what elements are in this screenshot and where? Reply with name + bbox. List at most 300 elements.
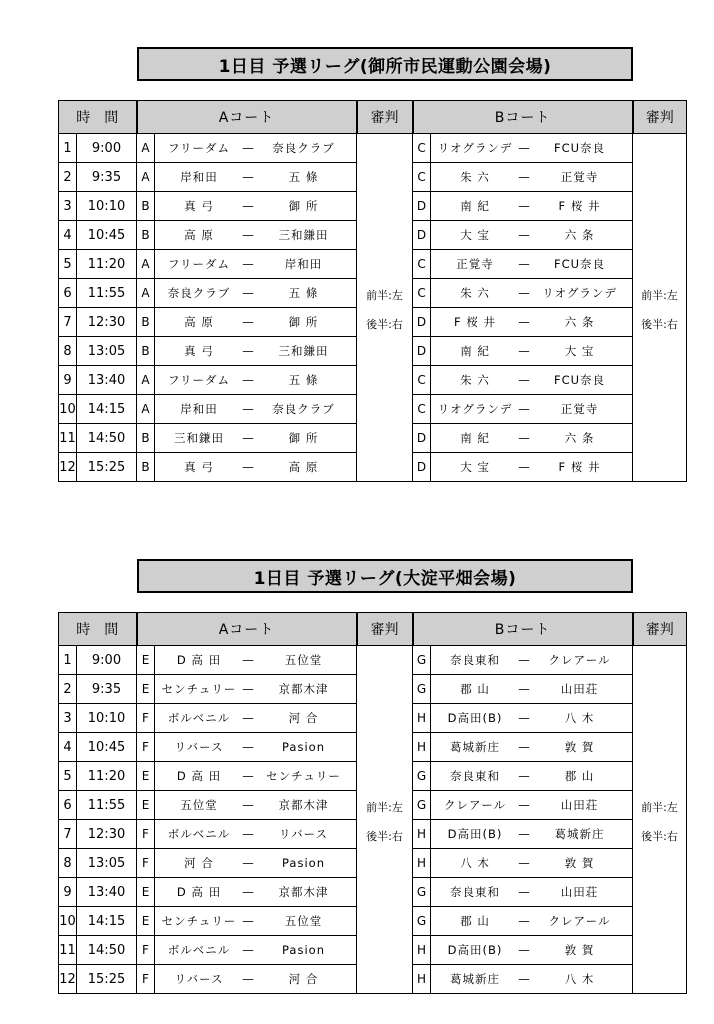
court-b-match: [431, 221, 633, 250]
kickoff-time: 9:35: [77, 675, 137, 704]
table-row: [59, 646, 687, 675]
court-a-team-1: D 高 田: [176, 769, 222, 783]
court-a-team-1: 真 弓: [184, 344, 214, 358]
court-b-team-1: 朱 六: [460, 373, 490, 387]
kickoff-time: 11:20: [77, 762, 137, 791]
match-number: 3: [59, 192, 77, 221]
court-a-team-2: 五 條: [288, 373, 319, 387]
court-b-team-2: 正覚寺: [560, 170, 599, 184]
court-a-match: [155, 762, 357, 791]
court-b-match: [431, 192, 633, 221]
court-a-team-2: 奈良クラブ: [272, 141, 335, 155]
versus-dash: —: [242, 740, 254, 754]
match-number: 1: [59, 134, 77, 163]
court-b-team-2: 大 宝: [564, 344, 595, 358]
match-number: 6: [59, 791, 77, 820]
match-number: 2: [59, 163, 77, 192]
court-b-match: [431, 134, 633, 163]
court-a-match: [155, 308, 357, 337]
court-b-match: [431, 646, 633, 675]
court-b-match: [431, 453, 633, 482]
match-number: 9: [59, 878, 77, 907]
court-a-team-1: 真 弓: [184, 460, 214, 474]
court-b-match: [431, 936, 633, 965]
versus-dash: —: [242, 402, 254, 416]
court-a-match: [155, 424, 357, 453]
kickoff-time: 9:00: [77, 134, 137, 163]
court-a-match: [155, 163, 357, 192]
court-a-team-1: D 高 田: [176, 653, 222, 667]
court-a-team-2: 御 所: [288, 315, 319, 329]
versus-dash: —: [518, 827, 530, 841]
court-a-team-1: 三和鎌田: [174, 431, 224, 445]
kickoff-time: 14:15: [77, 395, 137, 424]
court-a-team-2: 三和鎌田: [278, 228, 329, 242]
venue-2-schedule-table: [58, 612, 687, 994]
court-a-match: [155, 936, 357, 965]
court-a-header: Aコート: [137, 101, 357, 134]
versus-dash: —: [518, 344, 530, 358]
court-a-match: [155, 134, 357, 163]
court-a-match: [155, 221, 357, 250]
court-b-group: G: [413, 646, 431, 675]
court-a-team-1: D 高 田: [176, 885, 222, 899]
versus-dash: —: [518, 653, 530, 667]
court-a-team-1: 高 原: [184, 228, 214, 242]
court-a-team-1: 岸和田: [180, 402, 218, 416]
court-a-group: A: [137, 250, 155, 279]
court-b-group: H: [413, 936, 431, 965]
court-b-group: D: [413, 192, 431, 221]
court-a-group: F: [137, 849, 155, 878]
court-b-match: [431, 791, 633, 820]
versus-dash: —: [242, 315, 254, 329]
kickoff-time: 10:45: [77, 221, 137, 250]
court-b-match: [431, 733, 633, 762]
kickoff-time: 9:00: [77, 646, 137, 675]
court-b-team-2: クレアール: [548, 653, 611, 667]
court-b-team-2: FCU奈良: [553, 141, 606, 155]
court-a-team-2: 高 原: [288, 460, 319, 474]
table-row: [59, 134, 687, 163]
court-b-team-1: クレアール: [444, 798, 506, 812]
court-a-team-1: 河 合: [184, 856, 214, 870]
court-b-header: Bコート: [413, 101, 633, 134]
court-b-team-2: 八 木: [564, 711, 595, 725]
ref-note-second-half: 後半:右: [641, 830, 678, 843]
kickoff-time: 12:30: [77, 308, 137, 337]
court-b-team-2: 正覚寺: [560, 402, 599, 416]
court-a-team-1: フリーダム: [167, 257, 231, 271]
versus-dash: —: [242, 199, 254, 213]
court-a-group: A: [137, 395, 155, 424]
court-a-team-2: Pasion: [282, 740, 325, 754]
ref-b-header: 審判: [633, 613, 687, 646]
kickoff-time: 13:05: [77, 337, 137, 366]
kickoff-time: 14:50: [77, 424, 137, 453]
court-a-match: [155, 704, 357, 733]
court-a-match: [155, 250, 357, 279]
court-b-group: D: [413, 308, 431, 337]
court-b-team-1: 大 宝: [460, 460, 490, 474]
court-a-match: [155, 907, 357, 936]
court-b-team-1: 南 紀: [460, 199, 490, 213]
court-a-match: [155, 453, 357, 482]
ref-note-second-half: 後半:右: [366, 318, 403, 331]
court-a-match: [155, 366, 357, 395]
court-a-group: A: [137, 279, 155, 308]
court-b-match: [431, 907, 633, 936]
versus-dash: —: [242, 228, 254, 242]
court-b-match: [431, 337, 633, 366]
versus-dash: —: [518, 943, 530, 957]
court-a-referee-note: [357, 134, 413, 482]
court-b-group: H: [413, 733, 431, 762]
court-a-group: A: [137, 134, 155, 163]
court-a-match: [155, 192, 357, 221]
court-a-team-2: 奈良クラブ: [272, 402, 335, 416]
court-b-team-1: D高田(B): [447, 827, 503, 841]
court-a-match: [155, 965, 357, 994]
court-a-team-1: リバース: [174, 972, 224, 986]
versus-dash: —: [242, 798, 254, 812]
court-b-match: [431, 250, 633, 279]
court-b-group: H: [413, 820, 431, 849]
court-b-group: C: [413, 366, 431, 395]
court-b-match: [431, 308, 633, 337]
court-a-team-1: センチュリー: [161, 682, 237, 696]
versus-dash: —: [518, 257, 530, 271]
court-b-match: [431, 965, 633, 994]
versus-dash: —: [518, 972, 530, 986]
court-a-team-2: 河 合: [288, 711, 319, 725]
versus-dash: —: [518, 914, 530, 928]
court-b-team-1: 正覚寺: [456, 257, 494, 271]
versus-dash: —: [518, 199, 530, 213]
time-header: 時 間: [59, 101, 137, 134]
court-b-team-1: リオグランデ: [437, 402, 513, 416]
court-a-group: F: [137, 704, 155, 733]
ref-note-first-half: 前半:左: [641, 801, 678, 814]
court-b-match: [431, 820, 633, 849]
versus-dash: —: [518, 141, 530, 155]
versus-dash: —: [518, 798, 530, 812]
kickoff-time: 10:10: [77, 704, 137, 733]
court-b-match: [431, 424, 633, 453]
court-b-group: H: [413, 704, 431, 733]
kickoff-time: 11:55: [77, 791, 137, 820]
versus-dash: —: [242, 431, 254, 445]
court-a-match: [155, 395, 357, 424]
court-b-match: [431, 849, 633, 878]
court-a-header: Aコート: [137, 613, 357, 646]
court-b-team-2: 六 条: [564, 315, 595, 329]
court-b-team-2: FCU奈良: [553, 257, 606, 271]
table-header-row: [59, 613, 687, 646]
versus-dash: —: [242, 373, 254, 387]
versus-dash: —: [242, 257, 254, 271]
versus-dash: —: [242, 711, 254, 725]
court-b-group: G: [413, 907, 431, 936]
versus-dash: —: [242, 943, 254, 957]
court-a-team-1: 真 弓: [184, 199, 214, 213]
court-b-team-1: 朱 六: [460, 170, 490, 184]
court-a-team-2: 岸和田: [284, 257, 323, 271]
versus-dash: —: [242, 885, 254, 899]
match-number: 4: [59, 733, 77, 762]
versus-dash: —: [518, 711, 530, 725]
court-b-team-2: F 桜 井: [558, 460, 601, 474]
kickoff-time: 10:45: [77, 733, 137, 762]
match-number: 6: [59, 279, 77, 308]
versus-dash: —: [518, 373, 530, 387]
court-a-group: B: [137, 453, 155, 482]
court-a-match: [155, 337, 357, 366]
kickoff-time: 14:15: [77, 907, 137, 936]
court-b-team-2: 山田荘: [560, 885, 599, 899]
court-b-group: G: [413, 791, 431, 820]
match-number: 10: [59, 907, 77, 936]
court-b-group: H: [413, 965, 431, 994]
match-number: 4: [59, 221, 77, 250]
court-b-header: Bコート: [413, 613, 633, 646]
court-b-team-1: 郡 山: [460, 682, 490, 696]
court-a-team-2: 京都木津: [278, 682, 329, 696]
versus-dash: —: [242, 653, 254, 667]
court-b-team-1: 南 紀: [460, 431, 490, 445]
versus-dash: —: [242, 170, 254, 184]
kickoff-time: 12:30: [77, 820, 137, 849]
court-b-team-1: 南 紀: [460, 344, 490, 358]
court-b-group: C: [413, 250, 431, 279]
table-header-row: [59, 101, 687, 134]
versus-dash: —: [518, 682, 530, 696]
court-a-group: B: [137, 337, 155, 366]
court-b-team-2: 山田荘: [560, 798, 599, 812]
court-a-match: [155, 820, 357, 849]
court-a-team-1: ボルベニル: [167, 943, 231, 957]
kickoff-time: 10:10: [77, 192, 137, 221]
court-b-team-1: リオグランデ: [437, 141, 513, 155]
court-b-team-2: リオグランデ: [542, 286, 617, 300]
match-number: 8: [59, 849, 77, 878]
court-b-group: C: [413, 134, 431, 163]
match-number: 12: [59, 453, 77, 482]
court-b-team-1: 葛城新庄: [450, 972, 501, 986]
court-a-team-2: 河 合: [288, 972, 319, 986]
kickoff-time: 11:20: [77, 250, 137, 279]
kickoff-time: 15:25: [77, 965, 137, 994]
court-a-group: F: [137, 733, 155, 762]
court-a-group: E: [137, 791, 155, 820]
kickoff-time: 9:35: [77, 163, 137, 192]
versus-dash: —: [518, 740, 530, 754]
court-b-team-1: D高田(B): [447, 943, 503, 957]
court-b-team-2: クレアール: [548, 914, 611, 928]
versus-dash: —: [518, 856, 530, 870]
court-a-match: [155, 646, 357, 675]
court-b-team-1: 大 宝: [460, 228, 490, 242]
court-a-group: F: [137, 936, 155, 965]
court-a-match: [155, 878, 357, 907]
court-a-team-1: 奈良クラブ: [167, 286, 231, 300]
versus-dash: —: [242, 344, 254, 358]
versus-dash: —: [518, 315, 530, 329]
court-a-group: E: [137, 646, 155, 675]
court-b-team-1: 八 木: [460, 856, 490, 870]
court-b-team-1: 奈良東和: [450, 653, 501, 667]
match-number: 3: [59, 704, 77, 733]
court-a-group: B: [137, 424, 155, 453]
court-a-team-1: 五位堂: [180, 798, 218, 812]
time-header: 時 間: [59, 613, 137, 646]
court-b-team-1: 郡 山: [460, 914, 490, 928]
court-b-team-1: 葛城新庄: [450, 740, 501, 754]
court-b-team-2: 敦 賀: [564, 943, 595, 957]
court-a-team-2: 京都木津: [278, 798, 329, 812]
court-b-match: [431, 279, 633, 308]
ref-note-second-half: 後半:右: [641, 318, 678, 331]
court-a-group: B: [137, 192, 155, 221]
versus-dash: —: [518, 170, 530, 184]
court-b-match: [431, 675, 633, 704]
court-b-team-2: 敦 賀: [564, 740, 595, 754]
court-b-group: G: [413, 762, 431, 791]
court-b-group: D: [413, 221, 431, 250]
versus-dash: —: [242, 769, 254, 783]
court-a-group: E: [137, 762, 155, 791]
court-a-match: [155, 675, 357, 704]
court-b-group: G: [413, 878, 431, 907]
court-b-match: [431, 704, 633, 733]
court-a-group: F: [137, 820, 155, 849]
court-a-group: E: [137, 878, 155, 907]
court-b-group: G: [413, 675, 431, 704]
court-a-match: [155, 791, 357, 820]
court-a-team-2: 三和鎌田: [278, 344, 329, 358]
ref-note-first-half: 前半:左: [641, 289, 678, 302]
court-b-team-2: F 桜 井: [558, 199, 601, 213]
court-b-group: D: [413, 453, 431, 482]
court-a-team-2: Pasion: [282, 856, 325, 870]
venue-1-schedule-table: [58, 100, 687, 482]
court-a-match: [155, 279, 357, 308]
court-b-group: C: [413, 395, 431, 424]
court-a-group: E: [137, 907, 155, 936]
court-a-team-1: フリーダム: [167, 373, 231, 387]
court-a-team-2: 五位堂: [284, 914, 323, 928]
court-b-team-2: 六 条: [564, 431, 595, 445]
court-b-team-2: 葛城新庄: [554, 827, 605, 841]
ref-note-second-half: 後半:右: [366, 830, 403, 843]
versus-dash: —: [518, 431, 530, 445]
court-a-team-2: 京都木津: [278, 885, 329, 899]
court-a-team-2: 五 條: [288, 286, 319, 300]
court-b-match: [431, 395, 633, 424]
court-b-group: C: [413, 163, 431, 192]
court-a-team-1: ボルベニル: [167, 827, 231, 841]
court-b-match: [431, 878, 633, 907]
match-number: 5: [59, 762, 77, 791]
versus-dash: —: [518, 228, 530, 242]
versus-dash: —: [242, 972, 254, 986]
match-number: 5: [59, 250, 77, 279]
court-a-team-2: 御 所: [288, 199, 319, 213]
court-b-group: C: [413, 279, 431, 308]
match-number: 7: [59, 308, 77, 337]
ref-b-header: 審判: [633, 101, 687, 134]
match-number: 12: [59, 965, 77, 994]
court-a-referee-note: [357, 646, 413, 994]
kickoff-time: 14:50: [77, 936, 137, 965]
match-number: 11: [59, 936, 77, 965]
court-b-team-1: 朱 六: [460, 286, 490, 300]
court-b-match: [431, 366, 633, 395]
court-b-team-2: 敦 賀: [564, 856, 595, 870]
court-a-group: F: [137, 965, 155, 994]
versus-dash: —: [242, 914, 254, 928]
ref-note-first-half: 前半:左: [366, 289, 403, 302]
court-a-group: A: [137, 163, 155, 192]
versus-dash: —: [518, 769, 530, 783]
court-a-group: A: [137, 366, 155, 395]
court-b-team-2: FCU奈良: [553, 373, 606, 387]
court-b-team-2: 六 条: [564, 228, 595, 242]
court-b-referee-note: [633, 134, 687, 482]
court-b-team-2: 郡 山: [564, 769, 595, 783]
court-a-team-1: 岸和田: [180, 170, 218, 184]
match-number: 8: [59, 337, 77, 366]
match-number: 11: [59, 424, 77, 453]
court-b-group: D: [413, 337, 431, 366]
court-b-match: [431, 762, 633, 791]
court-b-group: H: [413, 849, 431, 878]
match-number: 9: [59, 366, 77, 395]
court-a-match: [155, 733, 357, 762]
ref-a-header: 審判: [357, 613, 413, 646]
court-a-team-2: 五位堂: [284, 653, 323, 667]
court-b-match: [431, 163, 633, 192]
court-a-group: E: [137, 675, 155, 704]
court-a-team-2: 五 條: [288, 170, 319, 184]
versus-dash: —: [242, 856, 254, 870]
venue-1-title: 1日目 予選リーグ(御所市民運動公園会場): [137, 47, 633, 81]
court-a-group: B: [137, 221, 155, 250]
court-a-team-2: センチュリー: [266, 769, 341, 783]
match-number: 2: [59, 675, 77, 704]
match-number: 10: [59, 395, 77, 424]
versus-dash: —: [518, 286, 530, 300]
court-b-group: D: [413, 424, 431, 453]
court-a-team-2: Pasion: [282, 943, 325, 957]
match-number: 7: [59, 820, 77, 849]
court-a-team-1: ボルベニル: [167, 711, 231, 725]
versus-dash: —: [518, 460, 530, 474]
kickoff-time: 13:05: [77, 849, 137, 878]
court-b-team-2: 八 木: [564, 972, 595, 986]
court-a-group: B: [137, 308, 155, 337]
kickoff-time: 15:25: [77, 453, 137, 482]
versus-dash: —: [242, 141, 254, 155]
court-a-team-1: センチュリー: [161, 914, 237, 928]
court-a-team-2: リバース: [278, 827, 329, 841]
court-a-team-1: リバース: [174, 740, 224, 754]
court-b-referee-note: [633, 646, 687, 994]
versus-dash: —: [518, 885, 530, 899]
court-b-team-1: 奈良東和: [450, 769, 501, 783]
court-a-match: [155, 849, 357, 878]
versus-dash: —: [242, 286, 254, 300]
